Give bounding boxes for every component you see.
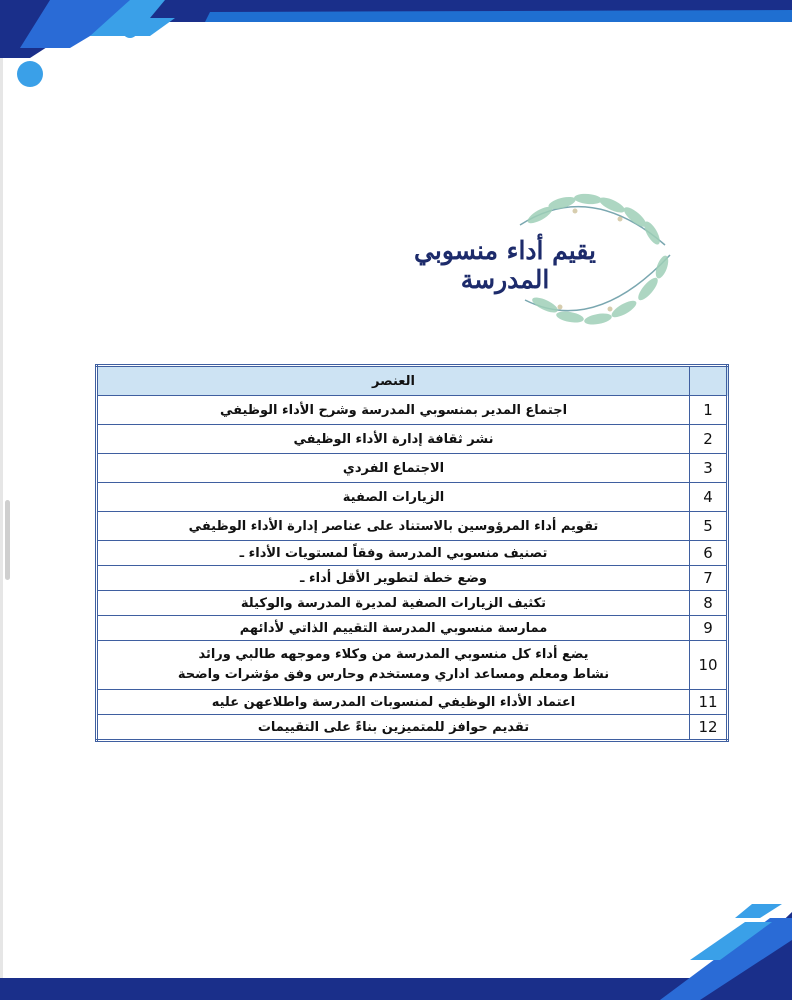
row-text: الاجتماع الفردي — [97, 454, 690, 483]
top-banner-decoration — [0, 0, 792, 100]
row-number: 4 — [690, 483, 728, 512]
row-text-line-2: نشاط ومعلم ومساعد اداري ومستخدم وحارس وفق مؤشرات واضحة — [177, 667, 610, 682]
table-row — [97, 483, 728, 512]
bottom-right-small-stripe — [735, 904, 782, 918]
row-text: الزيارات الصفية — [97, 483, 690, 512]
top-dot-large — [17, 61, 43, 87]
row-text: تقديم حوافز للمتميزين بناءً على التقييمات — [97, 715, 690, 741]
row-text — [97, 641, 690, 690]
row-text: ممارسة منسوبي المدرسة التقييم الذاتي لأدائهم — [97, 616, 690, 641]
table-row — [97, 690, 728, 715]
top-dot-small — [122, 22, 138, 38]
header-item-cell: العنصر — [97, 366, 690, 396]
row-text: تصنيف منسوبي المدرسة وفقاً لمستويات الأداء ـ — [97, 541, 690, 566]
row-text: نشر ثقافة إدارة الأداء الوظيفي — [97, 425, 690, 454]
row-number: 2 — [690, 425, 728, 454]
row-number: 7 — [690, 566, 728, 591]
row-number: 9 — [690, 616, 728, 641]
items-table — [95, 364, 729, 742]
table-header-row — [97, 366, 728, 396]
table-row — [97, 566, 728, 591]
row-number: 10 — [690, 641, 728, 690]
table-row — [97, 641, 728, 690]
table-row — [97, 396, 728, 425]
header-number-cell — [690, 366, 728, 396]
row-text-line-1: يضع أداء كل منسوبي المدرسة من وكلاء وموجهه طالبي ورائد — [198, 647, 589, 662]
row-number: 11 — [690, 690, 728, 715]
row-text: تكثيف الزيارات الصفية لمديرة المدرسة والوكيلة — [97, 591, 690, 616]
table-row — [97, 616, 728, 641]
table-row — [97, 454, 728, 483]
table-row — [97, 512, 728, 541]
row-text: اعتماد الأداء الوظيفي لمنسوبات المدرسة واطلاعهن عليه — [97, 690, 690, 715]
row-text: اجتماع المدير بمنسوبي المدرسة وشرح الأداء الوظيفي — [97, 396, 690, 425]
row-number: 8 — [690, 591, 728, 616]
table-row — [97, 425, 728, 454]
table-row — [97, 541, 728, 566]
row-number: 5 — [690, 512, 728, 541]
bottom-banner-decoration — [0, 900, 792, 1000]
row-number: 3 — [690, 454, 728, 483]
table-row — [97, 715, 728, 741]
row-number: 12 — [690, 715, 728, 741]
top-blue-band — [205, 10, 792, 22]
row-text: وضع خطة لتطوير الأقل أداء ـ — [97, 566, 690, 591]
row-number: 1 — [690, 396, 728, 425]
row-text: تقويم أداء المرؤوسين بالاستناد على عناصر إدارة الأداء الوظيفي — [97, 512, 690, 541]
page-title: يقيم أداء منسوبي المدرسة — [414, 236, 596, 294]
row-number: 6 — [690, 541, 728, 566]
page-left-edge — [0, 0, 3, 1000]
scroll-indicator[interactable] — [5, 500, 10, 580]
table-row — [97, 591, 728, 616]
